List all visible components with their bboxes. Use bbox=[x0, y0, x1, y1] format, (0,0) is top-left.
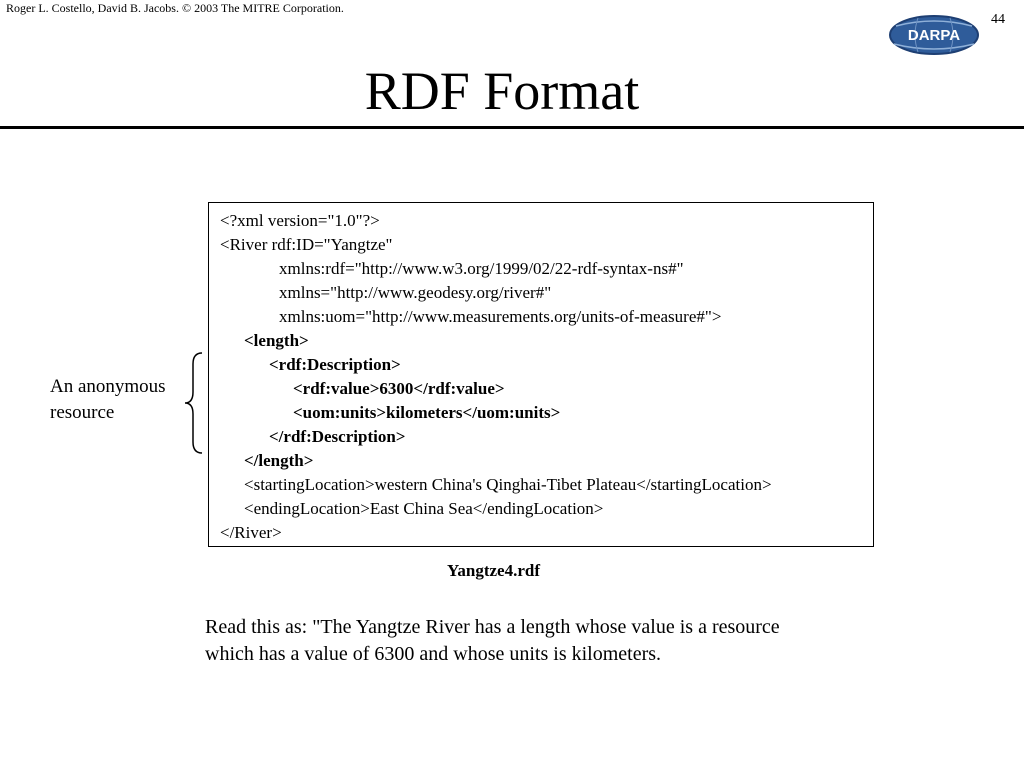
file-name-caption: Yangtze4.rdf bbox=[447, 561, 541, 580]
explanation-text bbox=[205, 614, 905, 668]
page-number: 44 bbox=[991, 12, 1005, 27]
code-line-xmlns-rdf: xmlns:rdf="http://www.w3.org/1999/02/22-rdf-syntax-ns#" bbox=[279, 259, 684, 278]
explanation-line-2: which has a value of 6300 and whose units is kilometers. bbox=[205, 643, 662, 665]
code-line-description-open: <rdf:Description> bbox=[269, 355, 401, 374]
code-line-river-open: <River rdf:ID="Yangtze" bbox=[220, 235, 393, 254]
copyright-notice: Roger L. Costello, David B. Jacobs. © 2003 The MITRE Corporation. bbox=[6, 1, 344, 15]
code-line-description-close: </rdf:Description> bbox=[269, 427, 406, 446]
rdf-code-box bbox=[208, 202, 874, 547]
title-divider bbox=[0, 126, 1024, 129]
code-line-ending-location: <endingLocation>East China Sea</endingLocation> bbox=[244, 499, 604, 518]
code-line-xmlns-default: xmlns="http://www.geodesy.org/river#" bbox=[279, 283, 552, 302]
code-line-length-open: <length> bbox=[244, 331, 309, 350]
code-line-rdf-value: <rdf:value>6300</rdf:value> bbox=[293, 379, 505, 398]
annotation-line-1: An anonymous bbox=[50, 376, 166, 397]
svg-text:DARPA: DARPA bbox=[907, 27, 961, 44]
explanation-line-1: Read this as: "The Yangtze River has a length whose value is a resource bbox=[205, 616, 780, 638]
anonymous-resource-label bbox=[50, 374, 166, 426]
code-line-xmlns-uom: xmlns:uom="http://www.measurements.org/units-of-measure#"> bbox=[279, 307, 722, 326]
code-line-length-close: </length> bbox=[244, 451, 314, 470]
annotation-line-2: resource bbox=[50, 402, 115, 423]
code-line-xml-declaration: <?xml version="1.0"?> bbox=[220, 211, 380, 230]
curly-brace-icon bbox=[184, 352, 204, 454]
darpa-logo bbox=[888, 14, 980, 56]
code-line-uom-units: <uom:units>kilometers</uom:units> bbox=[293, 403, 561, 422]
code-line-river-close: </River> bbox=[220, 523, 282, 542]
code-line-starting-location: <startingLocation>western China's Qinghai-Tibet Plateau</startingLocation> bbox=[244, 475, 772, 494]
slide-title: RDF Format bbox=[364, 61, 640, 121]
